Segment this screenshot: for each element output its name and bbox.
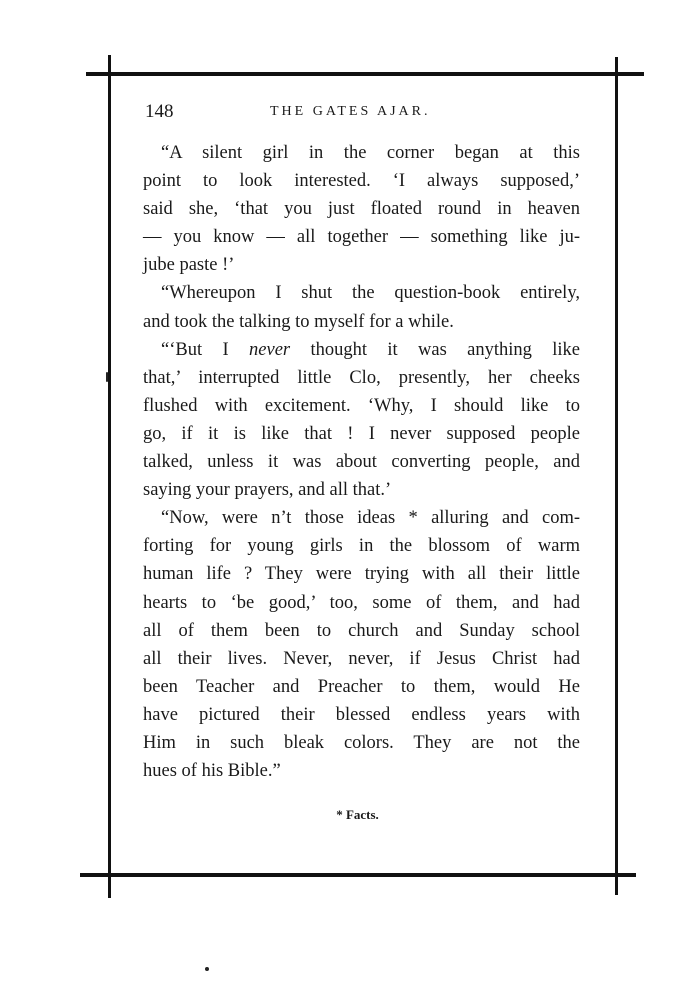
text-line: “Now, were n’t those ideas * alluring and com-	[161, 508, 580, 529]
text-line: hues of his Bible.”	[143, 761, 281, 782]
text-line: flushed with excitement. ‘Why, I should like to	[143, 395, 580, 416]
frame-right-rule	[615, 57, 618, 895]
text-line: have pictured their blessed endless years with	[143, 704, 580, 725]
text-line: forting for young girls in the blossom of warm	[143, 536, 580, 557]
text-line: “A silent girl in the corner began at this	[161, 143, 580, 163]
text-line: human life ? They were trying with all their little	[143, 564, 580, 585]
text-segment: “‘But I	[161, 339, 229, 360]
text-line: “Whereupon I shut the question-book entirely,	[161, 283, 580, 304]
print-speck	[106, 372, 108, 382]
text-line: that,’ interrupted little Clo, presently, her cheeks	[143, 367, 580, 388]
text-line: jube paste !’	[143, 255, 235, 276]
text-line: all their lives. Never, never, if Jesus Christ had	[143, 648, 580, 669]
text-line: go, if it is like that ! I never supposed people	[143, 423, 580, 444]
frame-bottom-rule	[80, 873, 636, 877]
print-speck	[205, 967, 209, 971]
text-line: all of them been to church and Sunday school	[143, 620, 580, 641]
text-line: been Teacher and Preacher to them, would He	[143, 676, 580, 697]
body-text	[143, 139, 580, 785]
text-segment: thought it was anything like	[310, 339, 581, 360]
text-line: saying your prayers, and all that.’	[143, 480, 392, 501]
page-number: 148	[145, 101, 174, 122]
italic-emphasis: never	[249, 339, 291, 360]
footnote	[0, 806, 673, 824]
text-line: hearts to ‘be good,’ too, some of them, and had	[143, 592, 580, 613]
running-title: THE GATES AJAR.	[270, 104, 431, 119]
text-line: talked, unless it was about converting people, and	[143, 452, 580, 473]
text-line: point to look interested. ‘I always supposed,’	[143, 171, 580, 192]
frame-left-rule	[108, 55, 111, 898]
running-header	[145, 100, 582, 124]
footnote-text: * Facts.	[336, 807, 379, 822]
text-line: Him in such bleak colors. They are not the	[143, 732, 580, 753]
text-line	[143, 336, 580, 364]
text-line: and took the talking to myself for a while.	[143, 311, 454, 332]
text-line: said she, ‘that you just floated round in heaven	[143, 199, 580, 220]
frame-top-rule	[86, 72, 644, 76]
text-line: — you know — all together — something like ju-	[143, 227, 580, 248]
